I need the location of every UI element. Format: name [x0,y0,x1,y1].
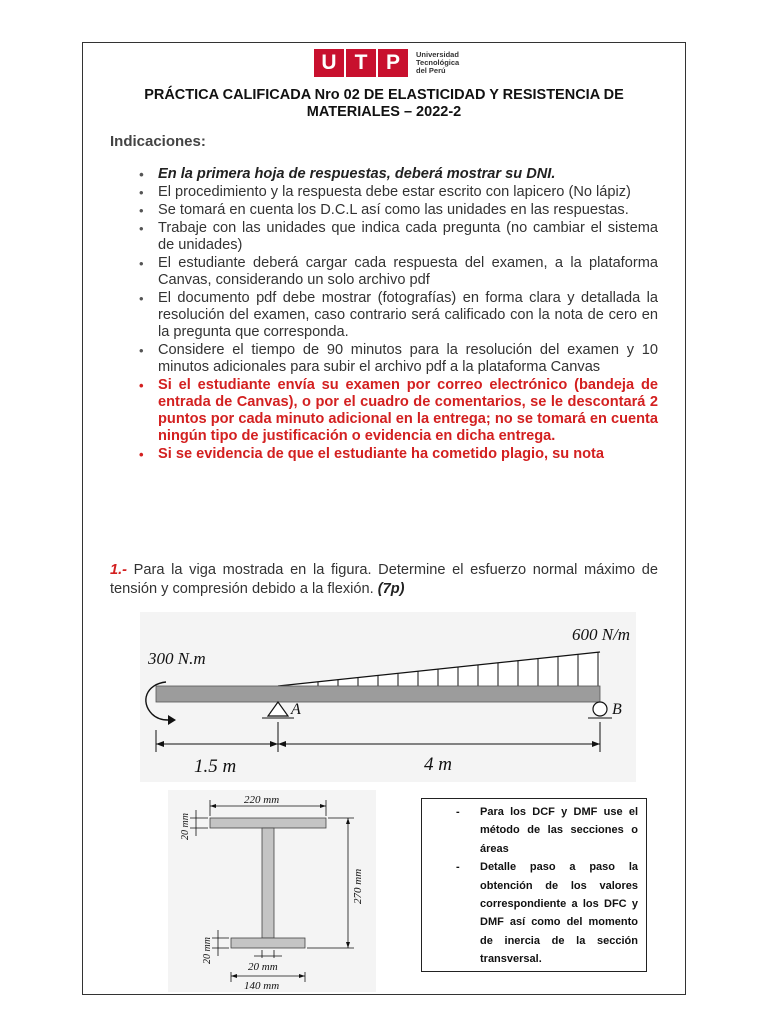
roller-support-b [593,702,607,716]
question-text: Para la viga mostrada en la figura. Determine el esfuerzo normal máximo de tensión y compresión debido a la flexión. [110,562,658,597]
bottom-thickness-label: 20 mm [202,937,213,964]
question-number: 1.- [110,562,128,578]
instruction-item: • Se tomará en cuenta los D.C.L así como las unidades en las respuestas. [158,202,658,219]
logo-letter-t: T [346,49,376,77]
web-thickness-label: 20 mm [248,961,278,973]
question-points: (7p) [377,581,405,597]
university-line: Universidad [416,50,459,59]
instruction-item: • Considere el tiempo de 90 minutos para la resolución del examen y 10 minutos adicionales para subir el archivo pdf a la plataforma Canvas [158,342,658,376]
university-line: Tecnológica [416,58,460,67]
support-a-label: A [291,701,301,718]
beam [156,686,600,702]
instruction-item: • El estudiante deberá cargar cada respuesta del examen, a la plataforma Canvas, considerando un solo archivo pdf [158,255,658,289]
top-thickness-label: 20 mm [180,813,191,840]
instruction-warning: • Si el estudiante envía su examen por correo electrónico (bandeja de entrada de Canvas), o por el cuadro de comentarios, se le descontará 2 puntos por cada minuto adicional en la entrega; no se tomará en cuenta ningún tipo de justificación o evidencia en dicha entrega. [158,377,658,445]
instruction-item: • Trabaje con las unidades que indica cada pregunta (no cambiar el sistema de unidades) [158,220,658,254]
cross-section-diagram [168,790,376,992]
load-label: 600 N/m [572,625,631,644]
logo-letter-p: P [378,49,408,77]
bottom-flange [231,938,305,948]
bottom-width-label: 140 mm [244,980,280,992]
top-flange [210,818,326,828]
instruction-item: • En la primera hoja de respuestas, deberá mostrar su DNI. [158,166,658,183]
beam-diagram [140,612,636,782]
question-1 [110,561,658,599]
notes-list [422,799,646,969]
dim-right-label: 4 m [424,754,452,775]
dim-left-label: 1.5 m [194,756,237,777]
utp-logo [314,48,476,78]
logo-letter-u: U [314,49,344,77]
moment-label: 300 N.m [148,649,206,668]
web [262,828,274,938]
instruction-warning: • Si se evidencia de que el estudiante ha cometido plagio, su nota [158,446,658,463]
height-label: 270 mm [352,868,364,904]
support-b-label: B [612,701,622,718]
note-item: - Para los DCF y DMF use el método de las secciones o áreas [480,803,638,858]
instruction-item: • El documento pdf debe mostrar (fotografías) en forma clara y detallada la resolución del examen, caso contrario será calificado con la nota de cero en la pregunta que corresponda. [158,290,658,341]
university-line: del Perú [416,66,446,75]
top-width-label: 220 mm [244,794,280,806]
instructions-list [158,166,658,464]
university-name [416,51,476,75]
note-item: - Detalle paso a paso la obtención de los valores correspondiente a los DFC y DMF así como del momento de inercia de la sección transversal. [480,858,638,968]
instruction-item: • El procedimiento y la respuesta debe estar escrito con lapicero (No lápiz) [158,184,658,201]
instructions-heading: Indicaciones: [110,133,206,150]
notes-box [421,798,647,972]
exam-title: PRÁCTICA CALIFICADA Nro 02 DE ELASTICIDAD Y RESISTENCIA DE MATERIALES – 2022-2 [144,87,624,120]
